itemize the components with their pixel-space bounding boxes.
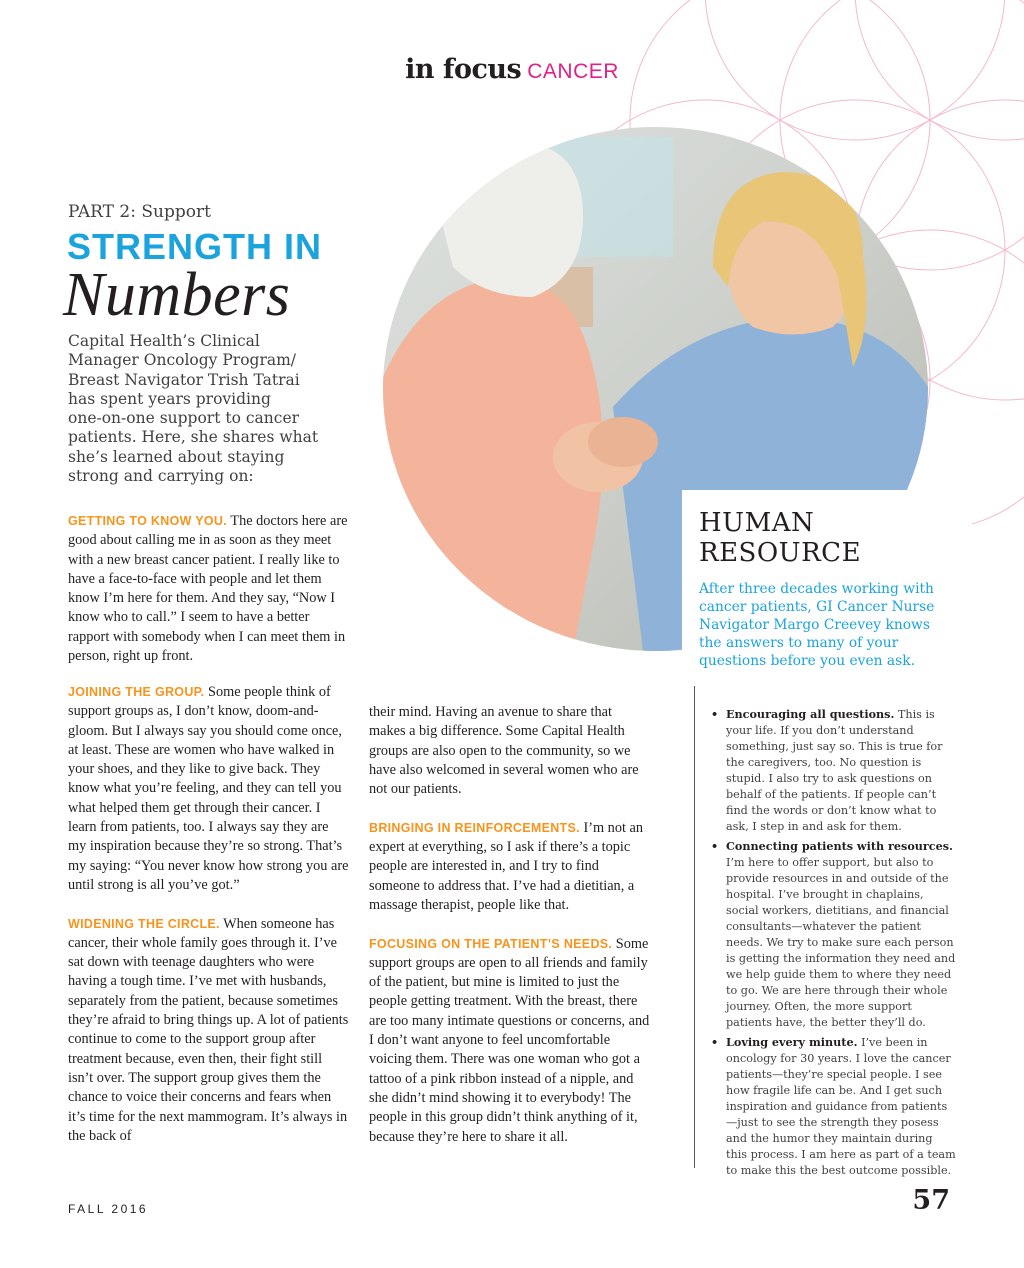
intro-deck (68, 332, 368, 486)
deck-line: has spent years providing (68, 389, 271, 408)
headline-line-2: Numbers (63, 261, 291, 329)
list-item (711, 706, 956, 835)
deck-line: Capital Health’s Clinical (68, 332, 260, 350)
bullet-icon: • (711, 707, 719, 721)
deck-line: one-on-one support to cancer (68, 409, 300, 428)
sidebar-title-line: RESOURCE (699, 538, 862, 568)
sidebar-title (699, 508, 972, 568)
section-lead: JOINING THE GROUP. (68, 685, 205, 699)
deck-line: patients. Here, she shares what (68, 428, 319, 447)
section-body: Some support groups are open to all friends and family of the patient, but mine is limited to just the people getting treatment. With the breast, there are too many intimate questions or concerns, and I don’t want anyone to feel uncomfortable voicing them. There was one woman who got a tattoo of a pink ribbon instead of a nipple, and she didn’t mind showing it to everybody! The people in this group didn’t think anything of it, because they’re here to share it all. (369, 935, 650, 1145)
bullet-icon: • (711, 1035, 719, 1049)
paragraph (369, 935, 651, 1147)
paragraph (68, 512, 350, 666)
sidebar-deck: After three decades working with cancer patients, GI Cancer Nurse Navigator Margo Creevey knows the answers to many of your questions before you even ask. (699, 581, 935, 669)
section-body: I’m not an expert at everything, so I ask if there’s a topic people are interested in, and I try to find someone to address that. I’ve had a dietitian, a massage therapist, people like that. (369, 819, 644, 913)
paragraph (68, 683, 350, 895)
section-body: When someone has cancer, their whole family goes through it. I’ve sat down with teenage daughters who were having a tough time. I’ve met with husbands, separately from the patient, because sometimes they’re afraid to bring things up. A lot of patients continue to come to the support group after treatment because, even then, their fight still isn’t over. The support group gives them the chance to voice their concerns and fears when it’s time for the next mammogram. It’s always in the back of (68, 915, 349, 1144)
bullet-head: Encouraging all questions. (726, 707, 895, 721)
paragraph: their mind. Having an avenue to share that makes a big difference. Some Capital Health groups are also open to the community, so we have also welcomed in several women who are not our patients. (369, 704, 639, 798)
article-column-2 (369, 703, 651, 1166)
bullet-icon: • (711, 839, 719, 853)
section-lead: BRINGING IN REINFORCEMENTS. (369, 820, 580, 835)
article-column-1-top (68, 512, 350, 686)
bullet-head: Connecting patients with resources. (726, 839, 953, 853)
deck-line: Breast Navigator Trish Tatrai (68, 370, 300, 389)
bullet-body: I’ve been in oncology for 30 years. I love the cancer patients—they’re special people. I see how fragile life can be. And I get such inspiration and guidance from patients—just to see the strength they posess and the humor they maintain during this process. I am here as part of a team to make this the best outcome possible. (726, 1036, 956, 1177)
sidebar-bullet-list (711, 706, 956, 1182)
sidebar-title-line: HUMAN (699, 508, 815, 538)
column-divider (694, 686, 695, 1168)
deck-line: she’s learned about staying (68, 447, 285, 466)
headline-line-1: STRENGTH IN (67, 226, 323, 267)
bullet-head: Loving every minute. (726, 1035, 858, 1049)
section-header (0, 54, 1024, 85)
section-lead: GETTING TO KNOW YOU. (68, 514, 228, 528)
paragraph (369, 819, 651, 915)
section-lead: FOCUSING ON THE PATIENT’S NEEDS. (369, 936, 613, 951)
section-body: The doctors here are good about calling me in as soon as they meet with a new breast cancer patient. I really like to have a face-to-face with people and let them know I’m here for them. And they say, “Now I know who to call.” I seem to have a better rapport with somebody when I can meet them in person, right up front. (68, 513, 348, 665)
deck-line: Manager Oncology Program/ (68, 351, 297, 370)
bullet-body: I’m here to offer support, but also to provide resources in and outside of the hospital. I’ve brought in chaplains, social workers, dietitians, and financial consultants—whatever the patient needs. We try to make sure each person is getting the information they need and we help guide them to where they need to go. We are here through their whole journey. Often, the more support patients have, the better they’ll do. (726, 856, 956, 1029)
in-focus-label: in focus (405, 54, 522, 85)
issue-label: FALL 2016 (68, 1202, 149, 1216)
section-lead: WIDENING THE CIRCLE. (68, 916, 220, 931)
list-item (711, 1034, 956, 1179)
page-number: 57 (912, 1185, 950, 1216)
article-column-1 (68, 683, 350, 1165)
paragraph (68, 915, 350, 1147)
list-item (711, 838, 956, 1031)
sidebar-header-box (682, 490, 972, 672)
part-label: PART 2: Support (68, 202, 211, 222)
section-label: CANCER (527, 60, 619, 83)
deck-line: strong and carrying on: (68, 467, 254, 486)
bullet-body: This is your life. If you don’t understand something, just say so. This is true for the caregivers, too. No question is stupid. I also try to ask questions on behalf of the patients. If people can’t find the words or don’t know what to ask, I step in and ask for them. (726, 708, 943, 833)
section-body: Some people think of support groups as, I don’t know, doom-and-gloom. But I always say you should come once, at least. These are women who have walked in your shoes, and they like to give back. They know what you’re feeling, and they can tell you what helped them get through their cancer. I learn from patients, too. I always say they are my inspiration because they’re so strong. That’s my saying: “You never know how strong you are until strong is all you’ve got.” (68, 684, 349, 893)
